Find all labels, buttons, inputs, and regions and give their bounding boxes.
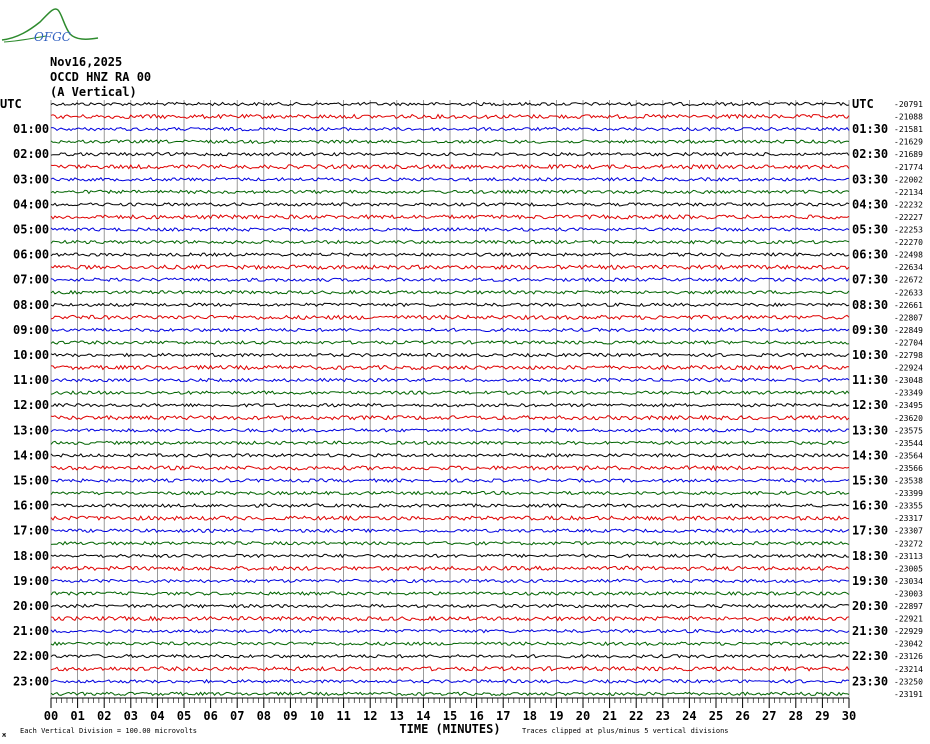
right-hour-label: 10:30 [852, 348, 889, 362]
offset-label: -22897 [894, 602, 923, 611]
x-axis-ticks [44, 698, 856, 723]
x-tick-label: 29 [815, 709, 830, 723]
right-hour-label: 17:30 [852, 523, 889, 538]
left-hour-label: 19:00 [13, 573, 50, 588]
right-hour-label: 05:30 [852, 222, 889, 237]
x-tick-label: 15 [442, 709, 458, 723]
right-hour-label: 07:30 [852, 272, 889, 287]
offset-label: -23034 [894, 576, 923, 586]
x-tick-label: 10 [309, 709, 325, 723]
offset-label: -23355 [894, 501, 923, 511]
x-tick-label: 20 [575, 709, 591, 723]
right-hour-label: UTC [852, 97, 874, 111]
offset-label: -22849 [894, 325, 923, 335]
x-tick-label: 06 [203, 709, 218, 723]
left-hour-label: 08:00 [13, 297, 50, 312]
scale-note: Each Vertical Division = 100.00 microvolts [20, 727, 198, 735]
offset-label: -22929 [894, 627, 923, 637]
x-tick-label: 16 [469, 709, 484, 723]
offset-label: -22661 [894, 300, 923, 310]
offset-label: -22134 [894, 187, 923, 197]
offset-label: -22807 [894, 313, 923, 323]
left-hour-label: 11:00 [13, 373, 50, 388]
right-hour-label: 04:30 [852, 197, 889, 212]
x-tick-label: 03 [123, 709, 139, 723]
right-hour-label: 06:30 [852, 247, 889, 262]
left-hour-label: 04:00 [13, 197, 50, 212]
offset-label: -21629 [894, 137, 923, 147]
right-hour-label: 19:30 [852, 573, 889, 588]
offset-label: -22498 [894, 250, 923, 260]
offset-label: -23042 [894, 639, 923, 649]
offset-label: -22270 [894, 238, 923, 248]
offset-label: -23544 [894, 438, 923, 448]
component-label: (A Vertical) [50, 85, 137, 99]
offset-label: -22798 [894, 351, 923, 360]
x-tick-label: 19 [549, 709, 564, 723]
left-hour-label: 20:00 [13, 599, 50, 613]
right-hour-label: 20:30 [852, 599, 889, 613]
offset-label: -23250 [894, 677, 923, 687]
x-tick-label: 09 [283, 709, 298, 723]
x-tick-label: 30 [841, 709, 857, 723]
offset-label: -23113 [894, 551, 923, 561]
left-hour-label: 21:00 [13, 624, 50, 639]
left-hour-label: 01:00 [13, 122, 50, 137]
offset-label: -22227 [894, 212, 923, 222]
right-hour-label: 22:30 [852, 649, 889, 664]
x-tick-label: 24 [682, 709, 697, 723]
right-hour-labels [852, 97, 888, 688]
left-hour-label: 15:00 [13, 473, 50, 488]
offset-label: -20791 [894, 100, 923, 109]
x-tick-label: 23 [655, 709, 671, 723]
x-tick-label: 08 [256, 709, 272, 723]
offset-label: -23214 [894, 664, 923, 674]
left-hour-label: 10:00 [13, 348, 50, 362]
offset-label: -23620 [894, 413, 923, 423]
offset-label: -21689 [894, 150, 923, 160]
clip-note: Traces clipped at plus/minus 5 vertical divisions [522, 727, 729, 735]
x-tick-label: 00 [43, 709, 59, 723]
left-hour-label: 02:00 [13, 147, 50, 162]
offset-label: -22704 [894, 338, 923, 348]
offset-label: -23564 [894, 451, 923, 461]
offset-label: -23538 [894, 476, 923, 486]
offset-label: -23575 [894, 426, 923, 436]
x-tick-label: 12 [362, 709, 378, 723]
offset-label: -22002 [894, 175, 923, 185]
x-tick-label: 17 [495, 709, 511, 723]
left-hour-label: UTC [0, 97, 22, 111]
x-tick-label: 22 [628, 709, 644, 723]
x-tick-label: 18 [522, 709, 538, 723]
left-hour-label: 12:00 [13, 398, 50, 413]
station-code: OCCD HNZ RA 00 [50, 70, 152, 84]
left-hour-label: 13:00 [13, 423, 50, 438]
left-hour-label: 14:00 [13, 448, 50, 463]
offset-label: -23566 [894, 463, 923, 473]
left-hour-label: 23:00 [13, 674, 50, 689]
right-hour-label: 12:30 [852, 398, 889, 413]
x-axis-title: TIME (MINUTES) [399, 722, 501, 736]
x-tick-label: 26 [735, 709, 750, 723]
offset-label: -23495 [894, 401, 923, 411]
left-hour-label: 07:00 [13, 272, 50, 287]
offset-label: -23272 [894, 539, 923, 549]
right-hour-label: 03:30 [852, 172, 889, 187]
x-tick-label: 28 [788, 709, 804, 723]
offset-label: -22232 [894, 200, 923, 210]
right-hour-label: 21:30 [852, 624, 889, 639]
right-hour-label: 15:30 [852, 473, 889, 488]
record-date: Nov16,2025 [50, 55, 123, 69]
offset-label: -23399 [894, 489, 923, 499]
x-tick-label: 07 [229, 709, 245, 723]
left-hour-label: 09:00 [13, 322, 50, 337]
offset-label: -22634 [894, 263, 923, 273]
x-tick-label: 01 [70, 709, 85, 723]
left-hour-labels [0, 97, 49, 688]
offset-labels [894, 100, 923, 699]
offset-label: -23126 [894, 652, 923, 662]
left-hour-label: 16:00 [13, 498, 50, 513]
offset-label: -23005 [894, 564, 923, 574]
offset-label: -23317 [894, 514, 923, 524]
right-hour-label: 09:30 [852, 322, 889, 337]
right-hour-label: 11:30 [852, 373, 889, 388]
offset-label: -22921 [894, 614, 923, 624]
offset-label: -23048 [894, 376, 923, 386]
left-hour-label: 06:00 [13, 247, 50, 262]
left-hour-label: 18:00 [13, 548, 50, 563]
offset-label: -21581 [894, 125, 923, 135]
left-hour-label: 22:00 [13, 649, 50, 664]
right-hour-label: 23:30 [852, 674, 889, 689]
right-hour-label: 18:30 [852, 548, 889, 563]
left-hour-label: 17:00 [13, 523, 50, 538]
left-hour-label: 05:00 [13, 222, 50, 237]
right-hour-label: 01:30 [852, 122, 889, 137]
x-tick-label: 27 [761, 709, 777, 723]
right-hour-label: 13:30 [852, 423, 889, 438]
right-hour-label: 08:30 [852, 297, 889, 312]
offset-label: -23003 [894, 589, 923, 599]
logo-text: OFGC [34, 30, 71, 44]
x-tick-label: 21 [602, 709, 617, 723]
right-hour-label: 16:30 [852, 498, 889, 513]
right-hour-label: 14:30 [852, 448, 889, 463]
offset-label: -22672 [894, 275, 923, 285]
x-tick-label: 14 [416, 709, 431, 723]
x-tick-label: 05 [176, 709, 192, 723]
x-tick-label: 04 [150, 709, 165, 723]
offset-label: -23191 [894, 689, 923, 699]
right-hour-label: 02:30 [852, 147, 889, 162]
x-tick-label: 11 [336, 709, 351, 723]
x-tick-label: 13 [389, 709, 405, 723]
corner-mark: ж [2, 731, 7, 739]
offset-label: -23349 [894, 388, 923, 398]
offset-label: -22924 [894, 363, 923, 373]
x-tick-label: 25 [708, 709, 724, 723]
offset-label: -21088 [894, 112, 923, 122]
x-tick-label: 02 [96, 709, 112, 723]
offset-label: -23307 [894, 526, 923, 536]
left-hour-label: 03:00 [13, 172, 50, 187]
offset-label: -22253 [894, 225, 923, 235]
offset-label: -22633 [894, 288, 923, 298]
offset-label: -21774 [894, 162, 923, 172]
